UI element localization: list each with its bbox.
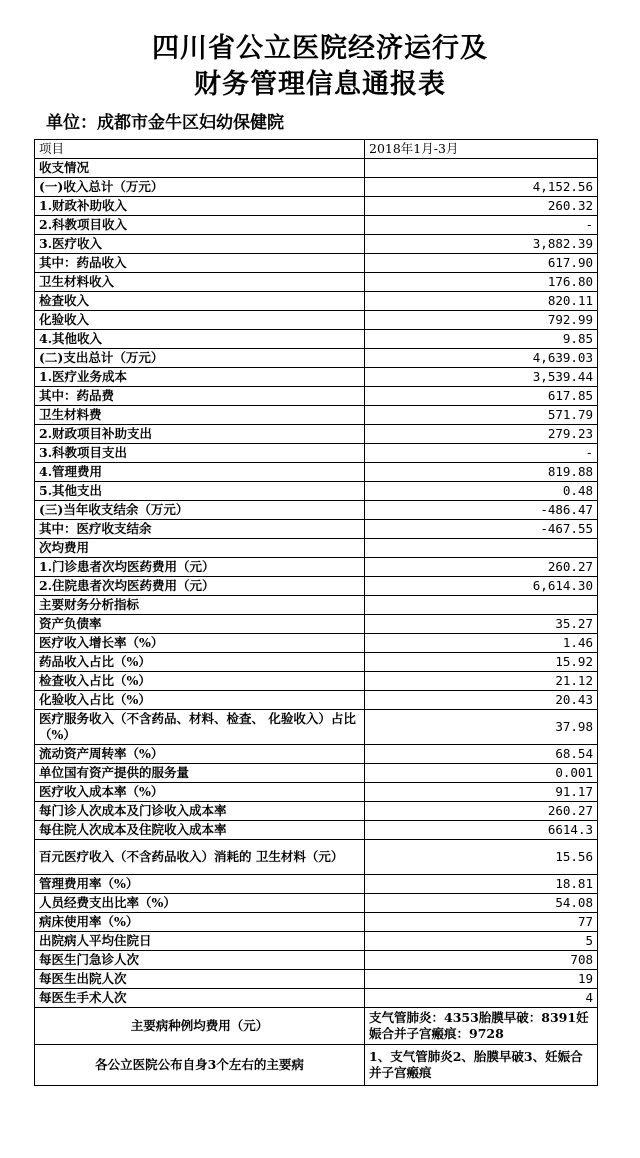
row-value: 21.12: [365, 672, 598, 691]
row-label: 1.医疗业务成本: [35, 368, 365, 387]
row-value: 68.54: [365, 745, 598, 764]
row-value: 77: [365, 913, 598, 932]
table-row: [35, 691, 598, 710]
report-title-line2: 财务管理信息通报表: [194, 69, 446, 100]
table-row: [35, 710, 598, 745]
table-row: [35, 235, 598, 254]
row-value: -: [365, 216, 598, 235]
row-value: 260.32: [365, 197, 598, 216]
row-value: 6614.3: [365, 821, 598, 840]
row-value: 91.17: [365, 783, 598, 802]
row-value: 3,882.39: [365, 235, 598, 254]
row-label: 3.医疗收入: [35, 235, 365, 254]
row-value: 708: [365, 951, 598, 970]
row-label: 收支情况: [35, 159, 365, 178]
table-row: [35, 634, 598, 653]
row-value: 15.92: [365, 653, 598, 672]
row-label: 化验收入占比（%）: [35, 691, 365, 710]
row-value: -: [365, 444, 598, 463]
row-label: 每医生出院人次: [35, 970, 365, 989]
row-label: 2.财政项目补助支出: [35, 425, 365, 444]
row-value: 6,614.30: [365, 577, 598, 596]
table-row: [35, 875, 598, 894]
row-value: 4,152.56: [365, 178, 598, 197]
table-row: [35, 425, 598, 444]
row-value: 0.48: [365, 482, 598, 501]
row-value: 1.46: [365, 634, 598, 653]
row-value: [365, 539, 598, 558]
row-label: (一)收入总计（万元）: [35, 178, 365, 197]
row-label: (三)当年收支结余（万元）: [35, 501, 365, 520]
row-value: 15.56: [365, 840, 598, 875]
row-label: 主要财务分析指标: [35, 596, 365, 615]
table-row: [35, 970, 598, 989]
row-value: -467.55: [365, 520, 598, 539]
row-value: 617.90: [365, 254, 598, 273]
row-value: 54.08: [365, 894, 598, 913]
table-row: [35, 951, 598, 970]
row-label: 5.其他支出: [35, 482, 365, 501]
row-value: 18.81: [365, 875, 598, 894]
row-label: 4.管理费用: [35, 463, 365, 482]
row-label: 医疗收入成本率（%）: [35, 783, 365, 802]
row-value: 260.27: [365, 802, 598, 821]
table-row: [35, 273, 598, 292]
table-row: [35, 745, 598, 764]
column-header-period: 2018年1月-3月: [365, 140, 598, 159]
column-header-item: 项目: [35, 140, 365, 159]
table-row: [35, 406, 598, 425]
table-row: [35, 387, 598, 406]
row-label: 单位国有资产提供的服务量: [35, 764, 365, 783]
table-row: [35, 444, 598, 463]
row-value: 819.88: [365, 463, 598, 482]
table-row: [35, 577, 598, 596]
row-value: 5: [365, 932, 598, 951]
row-value: 260.27: [365, 558, 598, 577]
row-label: 流动资产周转率（%）: [35, 745, 365, 764]
row-label: 3.科教项目支出: [35, 444, 365, 463]
table-row: [35, 840, 598, 875]
report-table: [34, 139, 598, 1086]
table-row: [35, 596, 598, 615]
row-label: 主要病种例均费用（元）: [35, 1008, 365, 1045]
table-row: [35, 368, 598, 387]
row-value: -486.47: [365, 501, 598, 520]
table-row: [35, 558, 598, 577]
row-value: 617.85: [365, 387, 598, 406]
table-row: [35, 932, 598, 951]
table-row: [35, 197, 598, 216]
table-row: [35, 330, 598, 349]
table-header-row: [35, 140, 598, 159]
report-title-line1: 四川省公立医院经济运行及: [152, 33, 488, 64]
row-label: 每住院人次成本及住院收入成本率: [35, 821, 365, 840]
row-label: 医疗收入增长率（%）: [35, 634, 365, 653]
table-row: [35, 653, 598, 672]
table-row: [35, 894, 598, 913]
table-row: [35, 821, 598, 840]
table-row: [35, 672, 598, 691]
row-label: 其中：药品费: [35, 387, 365, 406]
table-row: [35, 311, 598, 330]
row-label: 各公立医院公布自身3个左右的主要病: [35, 1045, 365, 1086]
row-value: 4: [365, 989, 598, 1008]
table-row: [35, 783, 598, 802]
row-label: 出院病人平均住院日: [35, 932, 365, 951]
row-value: 支气管肺炎：4353胎膜早破：8391妊娠合并子宫瘢痕：9728: [365, 1008, 598, 1045]
table-row: [35, 501, 598, 520]
row-value: 820.11: [365, 292, 598, 311]
table-row: [35, 349, 598, 368]
row-value: 279.23: [365, 425, 598, 444]
row-value: [365, 159, 598, 178]
row-value: 19: [365, 970, 598, 989]
row-label: 资产负债率: [35, 615, 365, 634]
row-value: 571.79: [365, 406, 598, 425]
row-label: 其中：医疗收支结余: [35, 520, 365, 539]
table-row: [35, 539, 598, 558]
row-label: 检查收入: [35, 292, 365, 311]
row-label: 每门诊人次成本及门诊收入成本率: [35, 802, 365, 821]
table-row: [35, 292, 598, 311]
row-label: 4.其他收入: [35, 330, 365, 349]
row-label: 1.财政补助收入: [35, 197, 365, 216]
row-label: 2.科教项目收入: [35, 216, 365, 235]
row-label: 检查收入占比（%）: [35, 672, 365, 691]
row-label: 每医生门急诊人次: [35, 951, 365, 970]
row-label: 每医生手术人次: [35, 989, 365, 1008]
table-row: [35, 482, 598, 501]
table-row: [35, 764, 598, 783]
row-label: (二)支出总计（万元）: [35, 349, 365, 368]
row-label: 次均费用: [35, 539, 365, 558]
table-row: [35, 178, 598, 197]
table-row: [35, 254, 598, 273]
table-row: [35, 615, 598, 634]
unit-label: 单位：成都市金牛区妇幼保健院: [46, 113, 284, 133]
table-row: [35, 802, 598, 821]
row-label: 人员经费支出比率（%）: [35, 894, 365, 913]
table-row: [35, 913, 598, 932]
row-value: 37.98: [365, 710, 598, 745]
row-label: 1.门诊患者次均医药费用（元）: [35, 558, 365, 577]
row-value: 3,539.44: [365, 368, 598, 387]
table-row: [35, 159, 598, 178]
row-label: 病床使用率（%）: [35, 913, 365, 932]
row-label: 管理费用率（%）: [35, 875, 365, 894]
table-row: [35, 989, 598, 1008]
row-label: 化验收入: [35, 311, 365, 330]
row-value: 176.80: [365, 273, 598, 292]
row-value: 20.43: [365, 691, 598, 710]
row-label: 药品收入占比（%）: [35, 653, 365, 672]
row-value: 4,639.03: [365, 349, 598, 368]
row-value: 9.85: [365, 330, 598, 349]
table-row: [35, 216, 598, 235]
row-value: 35.27: [365, 615, 598, 634]
row-label: 卫生材料收入: [35, 273, 365, 292]
table-row-disease-cost: [35, 1008, 598, 1045]
row-label: 2.住院患者次均医药费用（元）: [35, 577, 365, 596]
row-label: 其中：药品收入: [35, 254, 365, 273]
row-label: 百元医疗收入（不含药品收入）消耗的 卫生材料（元）: [35, 840, 365, 875]
row-label: 卫生材料费: [35, 406, 365, 425]
row-value: [365, 596, 598, 615]
table-row-main-diseases: [35, 1045, 598, 1086]
table-row: [35, 463, 598, 482]
row-value: 1、支气管肺炎2、胎膜早破3、妊娠合并子宫瘢痕: [365, 1045, 598, 1086]
row-value: 792.99: [365, 311, 598, 330]
report-table-body: [35, 140, 598, 1086]
table-row: [35, 520, 598, 539]
row-value: 0.001: [365, 764, 598, 783]
row-label: 医疗服务收入（不含药品、材料、检查、 化验收入）占比（%）: [35, 710, 365, 745]
